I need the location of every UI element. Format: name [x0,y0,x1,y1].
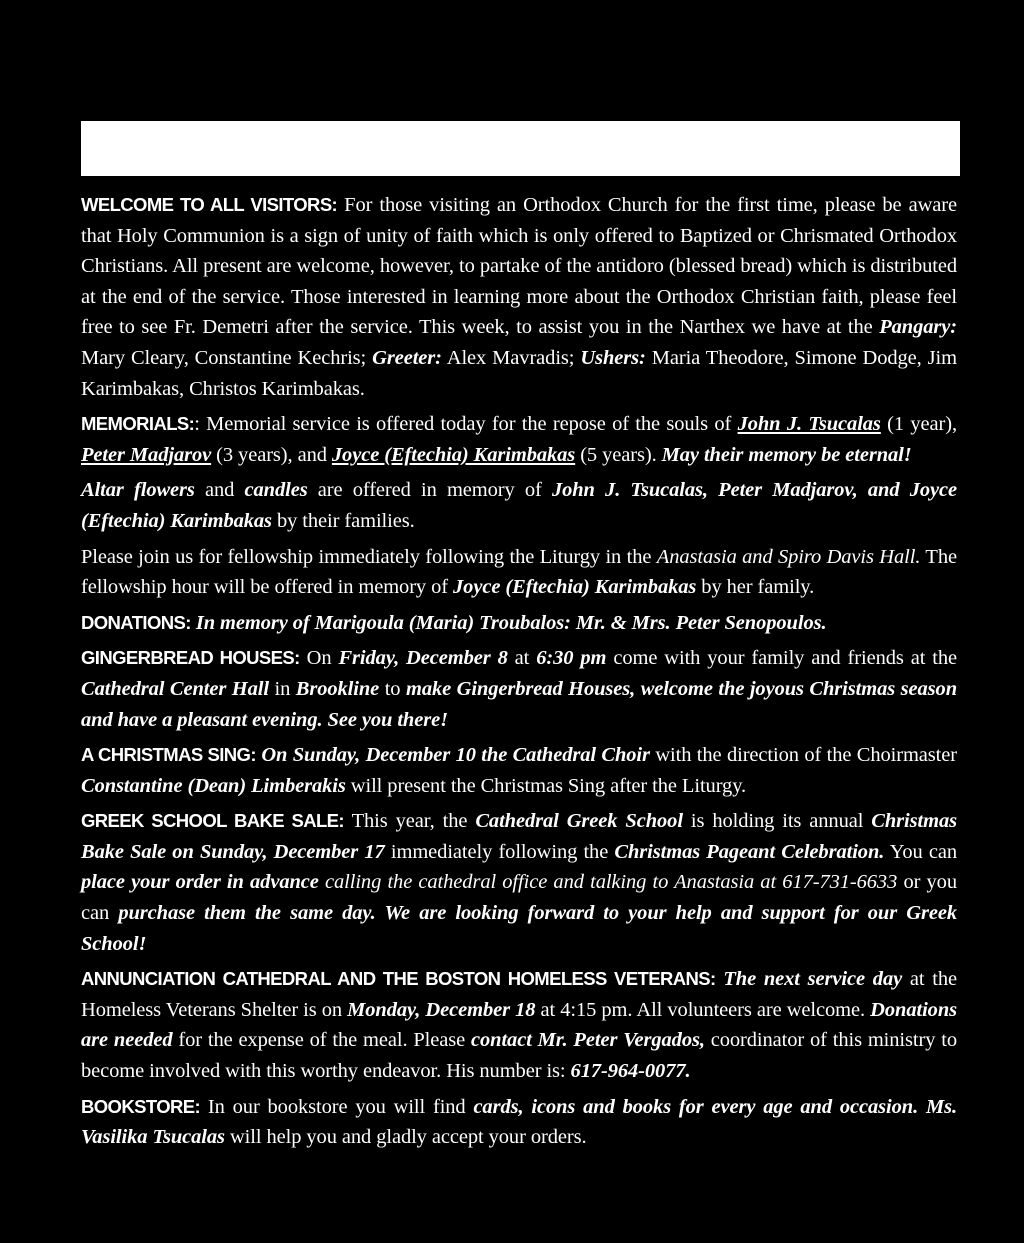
veterans-paragraph: ANNUNCIATION CATHEDRAL AND THE BOSTON HOMELESS VETERANS: The next service day at the Homeless Veterans Shelter is on Monday, December 18 at 4:15 pm. All volunteers are welcome. Donations are needed for the expense of the meal. Please contact Mr. Peter Vergados, coordinator of this ministry to become involved with this worthy endeavor. His number is: 617-964-0077. [81,968,958,1083]
welcome-paragraph: WELCOME TO ALL VISITORS: For those visiting an Orthodox Church for the first time, please be aware that Holy Communion is a sign of unity of faith which is only offered to Baptized or Chrismated Orthodox Christians. All present are welcome, however, to partake of the antidoro (blessed bread) which is distributed at the end of the service. Those interested in learning more about the Orthodox Christian faith, please feel free to see Fr. Demetri after the service. This week, to assist you in the Narthex we have at the Pangary: Mary Cleary, Constantine Kechris; Greeter: Alex Mavradis; Ushers: Maria Theodore, Simone Dodge, Jim Karimbakas, Christos Karimbakas. [81,194,958,400]
memorial-name: John J. Tsucalas [737,413,881,436]
header-bar [81,121,960,176]
fellowship-paragraph: Please join us for fellowship immediately following the Liturgy in the Anastasia and Spiro Davis Hall. The fellowship hour will be offered in memory of Joyce (Eftechia) Karimbakas by her family. [81,545,957,599]
altar-paragraph: Altar flowers and candles are offered in memory of John J. Tsucalas, Peter Madjarov, and Joyce (Eftechia) Karimbakas by their families. [81,479,957,532]
bake-sale-paragraph: GREEK SCHOOL BAKE SALE: This year, the Cathedral Greek School is holding its annual Christmas Bake Sale on Sunday, December 17 immediately following the Christmas Pageant Celebration. You can place your order in advance calling the cathedral office and talking to Anastasia at 617-731-6633 or you can purchase them the same day. We are looking forward to your help and support for our Greek School! [81,810,958,955]
welcome-heading: WELCOME TO ALL VISITORS: [81,194,338,215]
veterans-heading: ANNUNCIATION CATHEDRAL AND THE BOSTON HOMELESS VETERANS: [81,968,716,990]
donations-paragraph: DONATIONS: In memory of Marigoula (Maria) Troubalos: Mr. & Mrs. Peter Senopoulos. [81,611,827,634]
bookstore-heading: BOOKSTORE: [81,1095,201,1117]
memorials-paragraph: MEMORIALS:: Memorial service is offered today for the repose of the souls of John J. Tsucalas (1 year), Peter Madjarov (3 years), and Joyce (Eftechia) Karimbakas (5 years). May their memory be eternal! [81,413,957,466]
bulletin-content [81,190,957,1158]
christmas-sing-heading: A CHRISTMAS SING: [81,744,256,766]
memorial-name: Joyce (Eftechia) Karimbakas [331,443,576,466]
donations-heading: DONATIONS: [81,611,191,633]
gingerbread-heading: GINGERBREAD HOUSES: [81,647,300,669]
bake-sale-heading: GREEK SCHOOL BAKE SALE: [81,810,344,832]
memorial-name: Peter Madjarov [81,443,212,466]
gingerbread-paragraph: GINGERBREAD HOUSES: On Friday, December 8 at 6:30 pm come with your family and friends at the Cathedral Center Hall in Brookline to make Gingerbread Houses, welcome the joyous Christmas season and have a pleasant evening. See you there! [81,647,958,731]
bookstore-paragraph: BOOKSTORE: In our bookstore you will find cards, icons and books for every age and occasion. Ms. Vasilika Tsucalas will help you and gladly accept your orders. [81,1095,957,1149]
christmas-sing-paragraph: A CHRISTMAS SING: On Sunday, December 10 the Cathedral Choir with the direction of the Choirmaster Constantine (Dean) Limberakis will present the Christmas Sing after the Liturgy. [81,744,957,797]
memorials-heading: MEMORIALS: [81,413,195,435]
